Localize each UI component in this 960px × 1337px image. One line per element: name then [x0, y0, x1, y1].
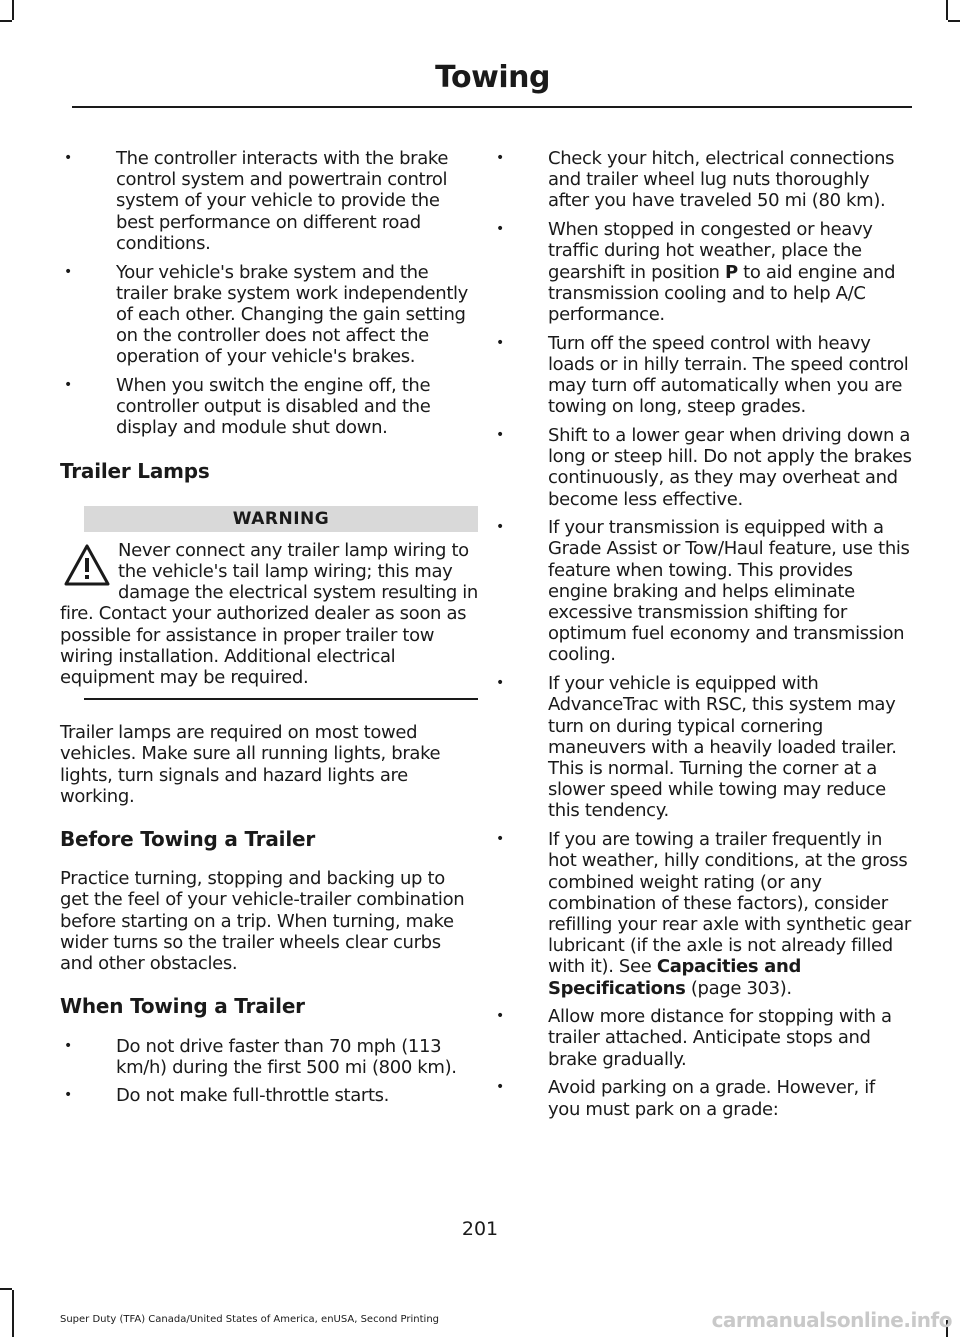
left-column [60, 148, 478, 1114]
list-item: Check your hitch, electrical connections and trailer wheel lug nuts thoroughly after you have traveled 50 mi (80 km). [548, 148, 895, 212]
warning-label: WARNING [84, 506, 478, 532]
towing-tips-bullet-list [492, 148, 912, 1120]
list-item: Avoid parking on a grade. However, if you must park on a grade: [548, 1077, 875, 1120]
list-item: Do not drive faster than 70 mph (113 km/h) during the first 500 mi (800 km). [116, 1035, 457, 1078]
gear-position-p: P [724, 261, 738, 283]
warning-box [60, 506, 478, 700]
watermark: carmanualsonline.info [711, 1308, 952, 1332]
before-towing-paragraph: Practice turning, stopping and backing up to get the feel of your vehicle-trailer combination before starting on a trip. When turning, make wider turns so the trailer wheels clear curbs and other obstacles. [60, 868, 465, 975]
crop-mark [946, 0, 948, 20]
list-item: If your transmission is equipped with a Grade Assist or Tow/Haul feature, use this feature when towing. This provides engine braking and helps eliminate excessive transmission shifting for optimum fuel economy and transmission cooling. [548, 517, 910, 666]
list-item: Do not make full-throttle starts. [116, 1085, 390, 1107]
trailer-lamps-paragraph: Trailer lamps are required on most towed vehicles. Make sure all running lights, brake lights, turn signals and hazard lights are working. [60, 722, 441, 807]
list-item: Your vehicle's brake system and the trailer brake system work independently of each other. Changing the gain setting on the controller does not affect the operation of your vehicle's brakes. [116, 261, 468, 368]
header-divider [72, 106, 912, 108]
list-item: If your vehicle is equipped with AdvanceTrac with RSC, this system may turn on during typical cornering maneuvers with a heavily loaded trailer. This is normal. Turning the corner at a slower speed while towing may reduce this tendency. [548, 673, 897, 822]
intro-bullet-list [60, 148, 478, 439]
warning-divider [84, 698, 478, 700]
crop-mark [948, 20, 960, 22]
cross-reference-link[interactable]: Capacities and Specifications [548, 956, 801, 999]
list-item: When stopped in congested or heavy traffic during hot weather, place the gearshift in position P to aid engine and transmission cooling and to help A/C performance. [548, 219, 896, 325]
right-column [492, 148, 912, 1127]
when-towing-bullet-list [60, 1036, 478, 1107]
crop-mark [0, 20, 12, 22]
list-item: When you switch the engine off, the controller output is disabled and the display and module shut down. [116, 375, 431, 439]
warning-body [60, 540, 478, 688]
crop-mark [0, 1288, 12, 1290]
list-item: Shift to a lower gear when driving down a long or steep hill. Do not apply the brakes continuously, as they may overheat and become less effective. [548, 424, 912, 510]
list-item: If you are towing a trailer frequently in hot weather, hilly conditions, at the gross combined weight rating (or any combination of these factors), consider refilling your rear axle with synthetic gear lubricant (if the axle is not already filled with it). See Capacities and Specifications (page 303). [548, 829, 911, 999]
page-title: Towing [435, 60, 550, 95]
list-item: Turn off the speed control with heavy loads or in hilly terrain. The speed control may turn off automatically when you are towing on long, steep grades. [548, 332, 909, 418]
warning-text: Never connect any trailer lamp wiring to the vehicle's tail lamp wiring; this may damage the electrical system resulting in fire. Contact your authorized dealer as soon as possible for assistance in proper trailer tow wiring installation. Additional electrical equipment may be required. [60, 539, 478, 689]
section-heading-before-towing: Before Towing a Trailer [60, 827, 316, 852]
section-heading-when-towing: When Towing a Trailer [60, 994, 305, 1019]
crop-mark [12, 1290, 14, 1337]
section-heading-trailer-lamps: Trailer Lamps [60, 458, 210, 483]
list-item: The controller interacts with the brake control system and powertrain control system of your vehicle to provide the best performance on different road conditions. [116, 148, 449, 254]
crop-mark [12, 0, 14, 20]
footer-edition: Super Duty (TFA) Canada/United States of America, enUSA, Second Printing [60, 1314, 440, 1325]
list-item: Allow more distance for stopping with a trailer attached. Anticipate stops and brake gradually. [548, 1006, 892, 1070]
warning-triangle-icon [60, 540, 114, 590]
page-number: 201 [461, 1218, 499, 1240]
